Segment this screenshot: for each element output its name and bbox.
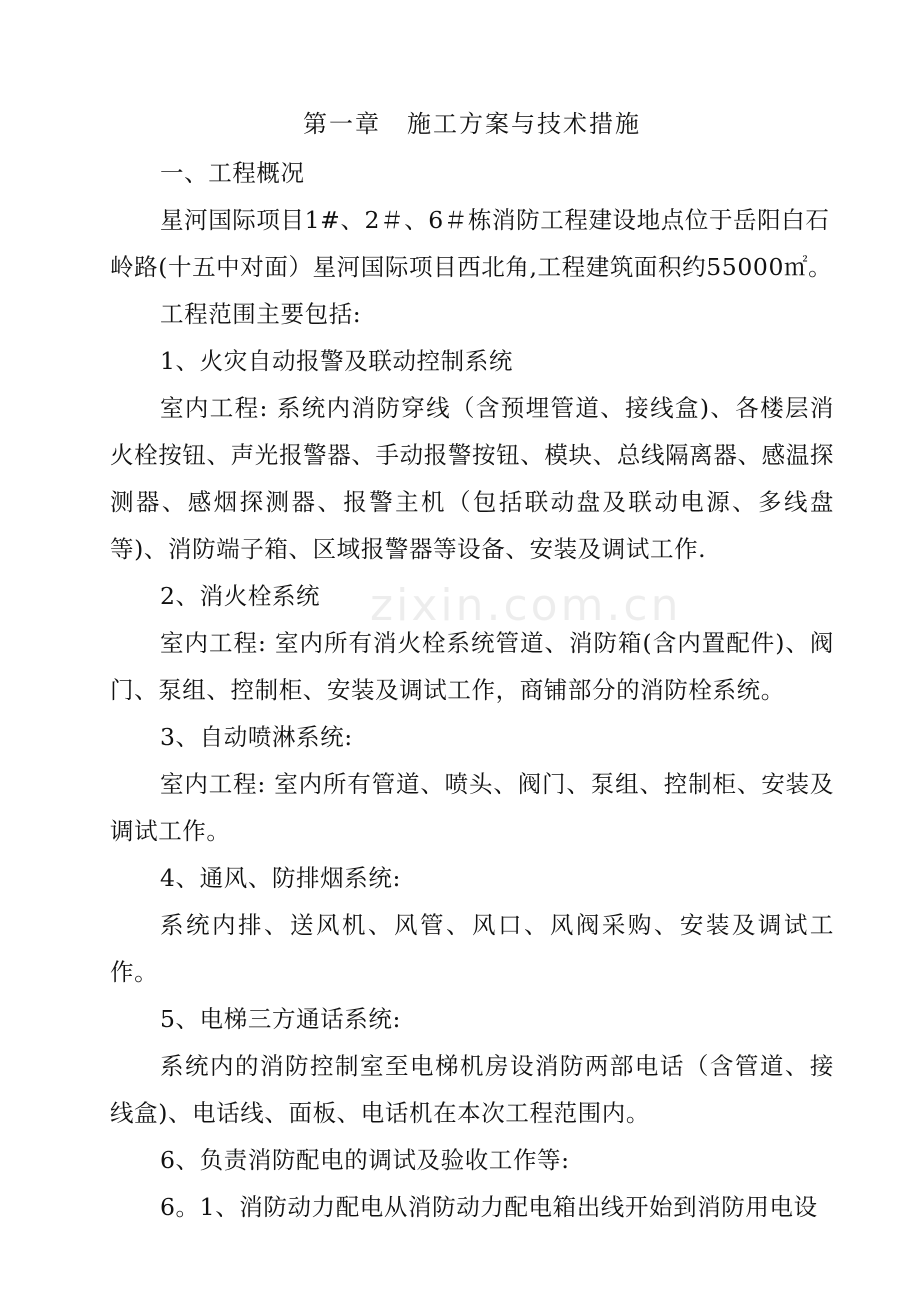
watermark-text: zixin.com.cn — [370, 580, 682, 631]
item-2-title: 2、消火栓系统 — [160, 582, 321, 610]
overview-line-2: 岭路(十五中对面）星河国际项目西北角,工程建筑面积约55000㎡。 — [110, 253, 833, 281]
item-6-title: 6、负责消防配电的调试及验收工作等: — [160, 1146, 570, 1174]
item-2-text: 室内工程: 室内所有消火栓系统管道、消防箱(含内置配件)、阀门、泵组、控制柜、安装及调试工作，商铺部分的消防栓系统。 — [110, 629, 834, 704]
item-1-text: 室内工程: 系统内消防穿线（含预埋管道、接线盒)、各楼层消火栓按钮、声光报警器、手动报警按钮、模块、总线隔离器、感温探测器、感烟探测器、报警主机（包括联动盘及联动电源、多线盘等)、消防端子箱、区域报警器等设备、安装及调试工作. — [110, 394, 834, 563]
page-title: 第一章 施工方案与技术措施 — [303, 110, 641, 138]
item-1-title: 1、火灾自动报警及联动控制系统 — [160, 347, 513, 375]
item-3-title: 3、自动喷淋系统: — [160, 723, 353, 751]
scope-intro: 工程范围主要包括: — [160, 300, 362, 328]
item-5-text: 系统内的消防控制室至电梯机房设消防两部电话（含管道、接线盒)、电话线、面板、电话机在本次工程范围内。 — [110, 1052, 834, 1127]
item-4-text: 系统内排、送风机、风管、风口、风阀采购、安装及调试工作。 — [110, 911, 834, 986]
section-heading: 一、工程概况 — [160, 159, 305, 187]
item-5-title: 5、电梯三方通话系统: — [160, 1005, 401, 1033]
item-6-1-text: 6。1、消防动力配电从消防动力配电箱出线开始到消防用电设 — [160, 1193, 818, 1221]
overview-line-1: 星河国际项目1#、2＃、6＃栋消防工程建设地点位于岳阳白石 — [160, 206, 830, 234]
item-3-text: 室内工程: 室内所有管道、喷头、阀门、泵组、控制柜、安装及调试工作。 — [110, 770, 834, 845]
item-4-title: 4、通风、防排烟系统: — [160, 864, 401, 892]
